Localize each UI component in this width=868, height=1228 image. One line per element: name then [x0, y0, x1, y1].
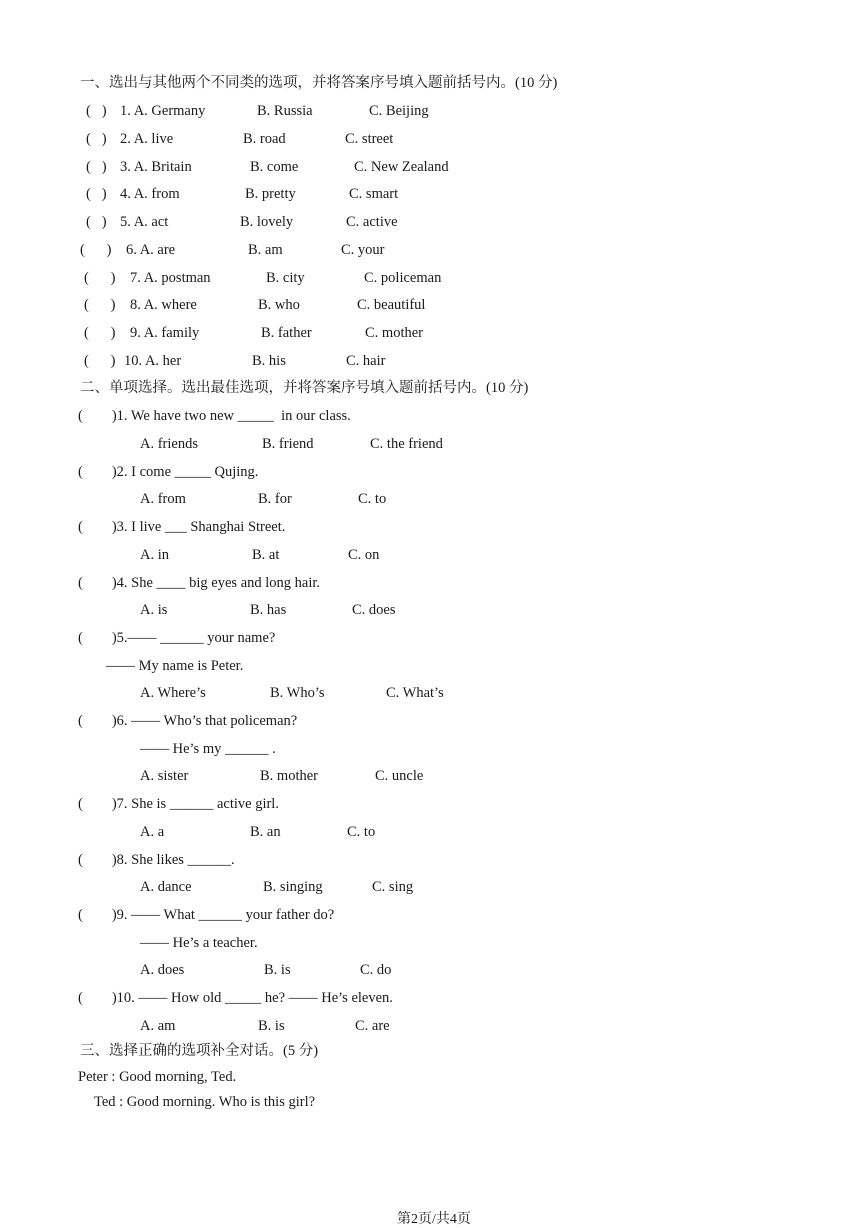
option-a: 10. A. her: [124, 353, 182, 369]
dialogue-line-2: Ted : Good morning. Who is this girl?: [94, 1094, 316, 1110]
option-b: B. Russia: [257, 103, 313, 119]
dialogue-line-1: Peter : Good morning, Ted.: [78, 1069, 237, 1085]
page-number: 第2页/共4页: [397, 1212, 471, 1227]
answer-paren: ( ): [80, 242, 112, 258]
q9-reply: —— He’s a teacher.: [140, 935, 258, 951]
q2-option-a: A. from: [140, 491, 186, 507]
option-b: B. who: [258, 297, 300, 313]
section3-title: 三、选择正确的选项补全对话。(5 分): [80, 1043, 319, 1059]
option-b: B. come: [250, 159, 299, 175]
question-7: ( )7. She is ______ active girl.: [78, 796, 279, 812]
q9-option-a: A. does: [140, 962, 185, 978]
question-10: ( )10. —— How old _____ he? —— He’s eleven.: [78, 990, 393, 1006]
option-a: 8. A. where: [130, 297, 197, 313]
q10-option-c: C. are: [355, 1018, 390, 1034]
answer-paren: ( ): [84, 325, 116, 341]
question-6: ( )6. —— Who’s that policeman?: [78, 713, 298, 729]
option-b: B. pretty: [245, 186, 296, 202]
q7-option-c: C. to: [347, 824, 376, 840]
option-c: C. mother: [365, 325, 423, 341]
q7-option-a: A. a: [140, 824, 165, 840]
option-c: C. smart: [349, 186, 399, 202]
option-b: B. father: [261, 325, 312, 341]
option-a: 6. A. are: [126, 242, 176, 258]
option-c: C. your: [341, 242, 385, 258]
question-8: ( )8. She likes ______.: [78, 852, 235, 868]
q6-option-b: B. mother: [260, 768, 318, 784]
option-b: B. his: [252, 353, 286, 369]
option-b: B. road: [243, 131, 286, 147]
question-9: ( )9. —— What ______ your father do?: [78, 907, 335, 923]
option-c: C. beautiful: [357, 297, 426, 313]
question-2: ( )2. I come _____ Qujing.: [78, 464, 259, 480]
option-a: 3. A. Britain: [120, 159, 192, 175]
q1-option-b: B. friend: [262, 436, 314, 452]
q8-option-b: B. singing: [263, 879, 323, 895]
option-c: C. street: [345, 131, 394, 147]
option-c: C. policeman: [364, 270, 442, 286]
q8-option-c: C. sing: [372, 879, 414, 895]
q8-option-a: A. dance: [140, 879, 192, 895]
q4-option-c: C. does: [352, 602, 396, 618]
option-c: C. hair: [346, 353, 386, 369]
option-a: 7. A. postman: [130, 270, 211, 286]
section1-title: 一、选出与其他两个不同类的选项，并将答案序号填入题前括号内。(10 分): [80, 75, 558, 91]
answer-paren: ( ): [86, 214, 107, 230]
q9-option-c: C. do: [360, 962, 392, 978]
section2-title: 二、单项选择。选出最佳选项，并将答案序号填入题前括号内。(10 分): [80, 380, 529, 396]
q6-option-a: A. sister: [140, 768, 189, 784]
answer-paren: ( ): [86, 103, 107, 119]
q5-reply: —— My name is Peter.: [106, 658, 244, 674]
q4-option-a: A. is: [140, 602, 168, 618]
q3-option-c: C. on: [348, 547, 380, 563]
q6-option-c: C. uncle: [375, 768, 424, 784]
option-c: C. New Zealand: [354, 159, 449, 175]
question-3: ( )3. I live ___ Shanghai Street.: [78, 519, 286, 535]
option-a: 9. A. family: [130, 325, 200, 341]
option-b: B. am: [248, 242, 283, 258]
q10-option-b: B. is: [258, 1018, 285, 1034]
q2-option-c: C. to: [358, 491, 387, 507]
q9-option-b: B. is: [264, 962, 291, 978]
option-a: 1. A. Germany: [120, 103, 206, 119]
option-b: B. city: [266, 270, 305, 286]
answer-paren: ( ): [84, 353, 116, 369]
q3-option-a: A. in: [140, 547, 169, 563]
question-5: ( )5.—— ______ your name?: [78, 630, 276, 646]
q5-option-c: C. What’s: [386, 685, 444, 701]
q4-option-b: B. has: [250, 602, 287, 618]
answer-paren: ( ): [86, 131, 107, 147]
option-a: 4. A. from: [120, 186, 180, 202]
option-c: C. Beijing: [369, 103, 429, 119]
question-1: ( )1. We have two new _____ in our class.: [78, 408, 351, 424]
question-4: ( )4. She ____ big eyes and long hair.: [78, 575, 321, 591]
q2-option-b: B. for: [258, 491, 292, 507]
q1-option-a: A. friends: [140, 436, 198, 452]
option-a: 2. A. live: [120, 131, 174, 147]
q5-option-b: B. Who’s: [270, 685, 325, 701]
answer-paren: ( ): [86, 159, 107, 175]
answer-paren: ( ): [86, 186, 107, 202]
q10-option-a: A. am: [140, 1018, 176, 1034]
q3-option-b: B. at: [252, 547, 280, 563]
q7-option-b: B. an: [250, 824, 281, 840]
q1-option-c: C. the friend: [370, 436, 443, 452]
q6-reply: —— He’s my ______ .: [140, 741, 276, 757]
option-a: 5. A. act: [120, 214, 169, 230]
option-b: B. lovely: [240, 214, 294, 230]
answer-paren: ( ): [84, 270, 116, 286]
option-c: C. active: [346, 214, 398, 230]
answer-paren: ( ): [84, 297, 116, 313]
q5-option-a: A. Where’s: [140, 685, 206, 701]
